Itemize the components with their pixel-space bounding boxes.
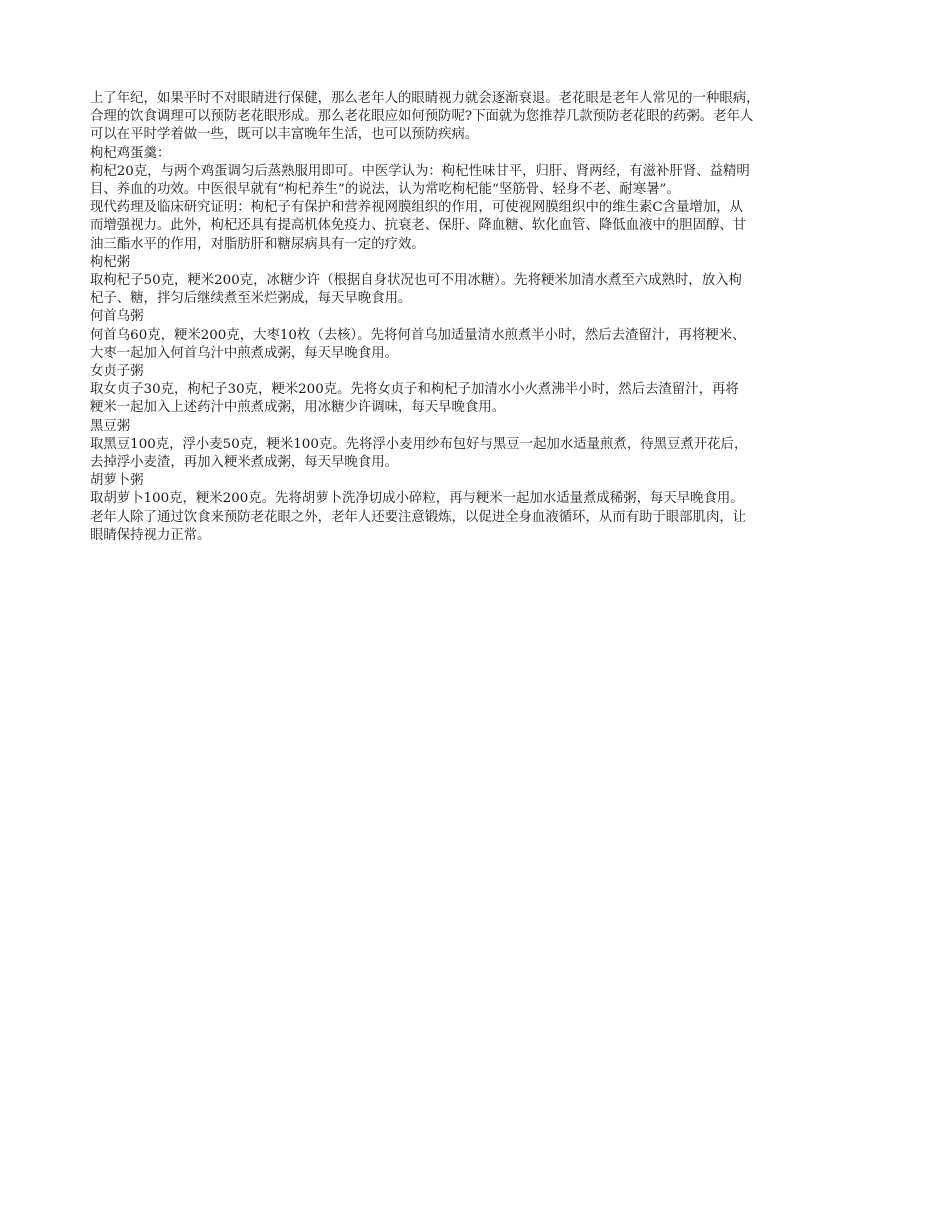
text-line: 上了年纪，如果平时不对眼睛进行保健，那么老年人的眼睛视力就会逐渐衰退。老花眼是老年人常见的一种眼病， xyxy=(90,91,760,106)
text-line: 现代药理及临床研究证明：枸杞子有保护和营养视网膜组织的作用，可使视网膜组织中的维生素C含量增加，从 xyxy=(90,200,743,216)
text-line: 取胡萝卜100克，粳米200克。先将胡萝卜洗净切成小碎粒，再与粳米一起加水适量煮成稀粥，每天早晚食用。 xyxy=(90,491,744,507)
text-line: 目、养血的功效。中医很早就有“枸杞养生”的说法，认为常吃枸杞能“坚筋骨、轻身不老、耐寒暑”。 xyxy=(90,182,680,198)
section-title-heshouwu-porridge: 何首乌粥 xyxy=(90,309,144,325)
text-line: 眼睛保持视力正常。 xyxy=(90,527,211,543)
body-paragraph xyxy=(90,163,862,199)
text-line: 取黑豆100克，浮小麦50克，粳米100克。先将浮小麦用纱布包好与黑豆一起加水适量煎煮，待黑豆煮开花后， xyxy=(90,436,748,452)
conclusion-paragraph xyxy=(90,509,862,545)
text-line: 粳米一起加入上述药汁中煎煮成粥，用冰糖少许调味，每天早晚食用。 xyxy=(90,400,506,416)
text-line: 何首乌60克，粳米200克，大枣10枚（去核）。先将何首乌加适量清水煎煮半小时，然后去渣留汁，再将粳米、 xyxy=(90,327,746,343)
text-line: 油三酯水平的作用，对脂肪肝和糖尿病具有一定的疗效。 xyxy=(90,236,425,252)
document-body xyxy=(90,90,862,545)
body-paragraph xyxy=(90,199,862,254)
body-paragraph xyxy=(90,436,862,472)
text-line: 可以在平时学着做一些，既可以丰富晚年生活，也可以预防疾病。 xyxy=(90,127,479,143)
section-title-nvzhenzi-porridge: 女贞子粥 xyxy=(90,364,144,380)
text-line: 而增强视力。此外，枸杞还具有提高机体免疫力、抗衰老、保肝、降血糖、软化血管、降低血液中的胆固醇、甘 xyxy=(90,218,747,234)
text-line: 大枣一起加入何首乌汁中煎煮成粥，每天早晚食用。 xyxy=(90,345,398,361)
intro-paragraph xyxy=(90,90,862,145)
section-title-goji-egg-custard: 枸杞鸡蛋羹： xyxy=(90,145,171,161)
text-line: 取女贞子30克，枸杞子30克，粳米200克。先将女贞子和枸杞子加清水小火煮沸半小时，然后去渣留汁，再将 xyxy=(90,382,739,398)
text-line: 取枸杞子50克，粳米200克，冰糖少许（根据自身状况也可不用冰糖）。先将粳米加清水煮至六成熟时，放入枸 xyxy=(90,273,742,289)
section-title-goji-porridge: 枸杞粥 xyxy=(90,254,131,270)
text-line: 杞子、糖，拌匀后继续煮至米烂粥成，每天早晚食用。 xyxy=(90,291,412,307)
body-paragraph xyxy=(90,490,862,508)
text-line: 合理的饮食调理可以预防老花眼形成。那么老花眼应如何预防呢?下面就为您推荐几款预防老花眼的药粥。老年人 xyxy=(90,109,754,125)
text-line: 去掉浮小麦渣，再加入粳米煮成粥，每天早晚食用。 xyxy=(90,455,398,471)
section-title-black-bean-porridge: 黑豆粥 xyxy=(90,418,131,434)
body-paragraph xyxy=(90,327,862,363)
text-line: 枸杞20克，与两个鸡蛋调匀后蒸熟服用即可。中医学认为：枸杞性味甘平，归肝、肾两经，有滋补肝肾、益精明 xyxy=(90,163,750,179)
text-line: 老年人除了通过饮食来预防老花眼之外，老年人还要注意锻炼，以促进全身血液循环，从而有助于眼部肌肉，让 xyxy=(90,509,747,525)
body-paragraph xyxy=(90,272,862,308)
section-title-carrot-porridge: 胡萝卜粥 xyxy=(90,473,144,489)
body-paragraph xyxy=(90,381,862,417)
